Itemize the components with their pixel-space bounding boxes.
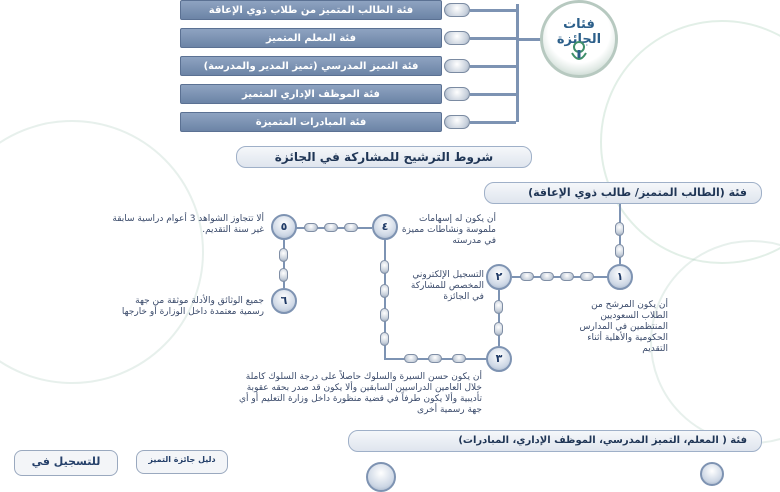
- step-node-5: ٥: [271, 214, 297, 240]
- conditions-header: شروط الترشيح للمشاركة في الجائزة: [236, 146, 532, 168]
- award-categories-badge: [540, 0, 618, 78]
- step-text-6: جميع الوثائق والأدلة موثقة من جهة رسمية معتمدة داخل الوزارة أو خارجها: [121, 296, 264, 317]
- step-text-5: ألا تتجاوز الشواهد 3 أعوام دراسية سابقة غير سنة التقديم.: [112, 214, 264, 235]
- flow-bead: [540, 272, 554, 281]
- flow-bead: [494, 322, 503, 336]
- category-item: فئة المعلم المتميز: [180, 28, 442, 48]
- step-text-1: أن يكون المرشح من الطلاب السعوديين المنتظمين في المدارس الحكومية والأهلية أثناء التقديم: [579, 300, 668, 354]
- flow-bead: [452, 354, 466, 363]
- flow-bead: [615, 222, 624, 236]
- step-text-4: أن يكون له إسهامات ملموسة ونشاطات مميزة في مدرسته: [401, 214, 496, 246]
- step-text-2: التسجيل الإلكتروني المخصص للمشاركة في الجائزة: [410, 270, 484, 302]
- tree-trunk: [516, 4, 519, 122]
- flow-bead: [324, 223, 338, 232]
- step-node-3: ٣: [486, 346, 512, 372]
- category-connector: [444, 87, 470, 101]
- tree-branch: [470, 121, 516, 124]
- category-item: فئة المبادرات المتميزة: [180, 112, 442, 132]
- tree-branch: [470, 9, 516, 12]
- flow-bead: [428, 354, 442, 363]
- tree-branch: [470, 65, 516, 68]
- category-connector: [444, 3, 470, 17]
- category-connector: [444, 59, 470, 73]
- flow-bead: [494, 300, 503, 314]
- flow-bead: [304, 223, 318, 232]
- flow-bead: [380, 260, 389, 274]
- flow-bead: [344, 223, 358, 232]
- category-item: فئة التميز المدرسي (تميز المدير والمدرسة): [180, 56, 442, 76]
- award-logo-icon: [568, 39, 590, 63]
- staff-section-header: فئة ( المعلم، التميز المدرسي، الموظف الإداري، المبادرات): [348, 430, 762, 452]
- award-guide-button[interactable]: دليل جائزة التميز: [136, 450, 228, 474]
- flow-bead: [560, 272, 574, 281]
- flow-bead: [615, 244, 624, 258]
- flow-bead: [380, 308, 389, 322]
- category-connector: [444, 31, 470, 45]
- student-section-header: فئة (الطالب المتميز/ طالب ذوي الإعاقة): [484, 182, 762, 204]
- award-title: فئات الجائزة: [556, 17, 602, 47]
- flow-bead: [380, 332, 389, 346]
- category-item: فئة الموظف الإداري المتميز: [180, 84, 442, 104]
- flow-bead: [380, 284, 389, 298]
- flow-bead: [520, 272, 534, 281]
- tree-branch: [470, 37, 516, 40]
- category-item: فئة الطالب المتميز من طلاب ذوي الإعاقة: [180, 0, 442, 20]
- flow-line: [498, 290, 500, 346]
- step-node-4: ٤: [372, 214, 398, 240]
- background-swirl: [0, 120, 204, 384]
- flow-bead: [279, 248, 288, 262]
- step-node-2: ٢: [486, 264, 512, 290]
- flow-bead: [580, 272, 594, 281]
- flow-bead: [279, 268, 288, 282]
- partial-node: [700, 462, 724, 486]
- tree-branch: [470, 93, 516, 96]
- category-connector: [444, 115, 470, 129]
- background-swirl: [600, 20, 780, 264]
- partial-node: [366, 462, 396, 492]
- register-button[interactable]: للتسجيل في: [14, 450, 118, 476]
- background-swirl: [650, 240, 780, 444]
- step-text-3: أن يكون حسن السيرة والسلوك حاصلاً على درجة السلوك كاملة خلال العامين الدراسيين السابقين وألا يكون قد صدر بحقه عقوبة تأديبية وألا يكون طرفاً في قضية منظورة داخل وزارة التعليم أو أي جهة رسمية أخرى: [239, 372, 482, 415]
- step-node-6: ٦: [271, 288, 297, 314]
- tree-link: [516, 38, 542, 41]
- flow-bead: [404, 354, 418, 363]
- step-node-1: ١: [607, 264, 633, 290]
